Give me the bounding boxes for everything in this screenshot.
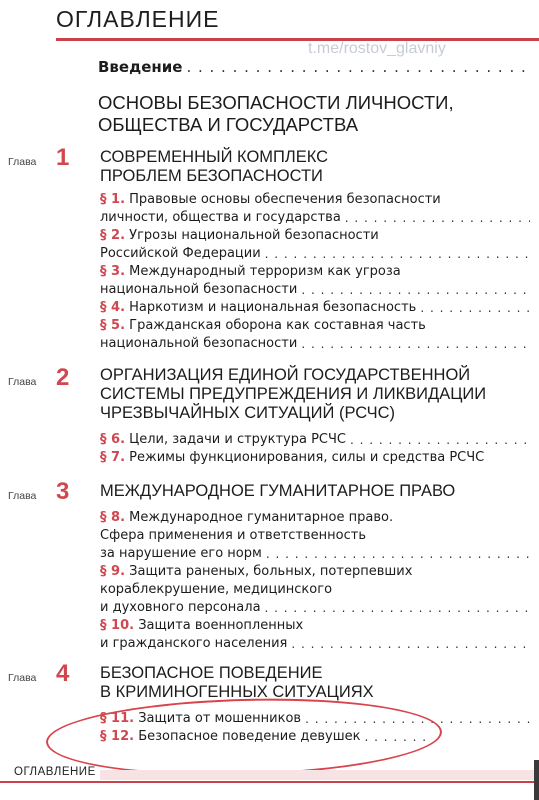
chapter-label: Глава: [8, 672, 37, 684]
leader-dots: [266, 545, 530, 563]
leader-dots: [420, 299, 530, 317]
highlight-ellipse: [45, 694, 443, 780]
chapter-title[interactable]: [100, 366, 530, 423]
section-title-line: Безопасное поведение девушек: [138, 729, 361, 744]
section-list: [100, 509, 530, 653]
toc-entry-section-9[interactable]: [100, 563, 530, 617]
section-number: § 2.: [100, 228, 126, 243]
toc-entry-section-4[interactable]: [100, 299, 530, 317]
leader-dots: [265, 599, 530, 617]
toc-entry-section-7[interactable]: [100, 449, 530, 467]
chapter-title-line: ПРОБЛЕМ БЕЗОПАСНОСТИ: [100, 167, 323, 185]
introduction-label: Введение: [98, 58, 183, 76]
toc-entry-section-1[interactable]: [100, 191, 530, 227]
chapter-title-line: СОВРЕМЕННЫЙ КОМПЛЕКС: [100, 148, 329, 166]
chapter-title-line: БЕЗОПАСНОЕ ПОВЕДЕНИЕ: [100, 664, 323, 682]
section-title-line: Защита военнопленных: [138, 618, 304, 633]
leader-dots: [350, 431, 530, 449]
section-title-line: национальной безопасности: [100, 282, 298, 297]
section-number: § 1.: [100, 192, 126, 207]
section-title-line: и гражданского населения: [100, 636, 288, 651]
section-title-line: и духовного персонала: [100, 600, 261, 615]
chapter-label: Глава: [8, 490, 37, 502]
section-title-line: Режимы функционирования, силы и средства РСЧС: [129, 450, 485, 465]
chapter-number: 1: [56, 144, 70, 171]
part-title-line: ОСНОВЫ БЕЗОПАСНОСТИ ЛИЧНОСТИ,: [98, 92, 454, 113]
section-list: [100, 191, 530, 353]
toc-entry-section-10[interactable]: [100, 617, 530, 653]
chapter-title-line: ЧРЕЗВЫЧАЙНЫХ СИТУАЦИЙ (РСЧС): [100, 404, 396, 422]
section-number: § 9.: [100, 564, 126, 579]
page-edge-bar: [534, 760, 539, 800]
leader-dots: [345, 209, 530, 227]
chapter-title-line: СИСТЕМЫ ПРЕДУПРЕЖДЕНИЯ И ЛИКВИДАЦИИ: [100, 385, 487, 403]
section-number: § 5.: [100, 318, 126, 333]
chapter-number: 3: [56, 478, 70, 505]
watermark: t.me/rostov_glavniy: [308, 40, 446, 57]
leader-dots: [291, 635, 530, 653]
part-title-line: ОБЩЕСТВА И ГОСУДАРСТВА: [98, 114, 359, 135]
title-divider: [56, 38, 539, 41]
section-title-line: Угрозы национальной безопасности: [129, 228, 379, 243]
section-title-line: Международный терроризм как угроза: [129, 264, 401, 279]
chapter-title[interactable]: [100, 148, 530, 186]
leader-dots: [301, 281, 530, 299]
section-number: § 6.: [100, 432, 126, 447]
section-title-line: национальной безопасности: [100, 336, 298, 351]
section-number: § 4.: [100, 300, 126, 315]
toc-entry-section-5[interactable]: [100, 317, 530, 353]
chapter-number: 2: [56, 364, 70, 391]
chapter-title[interactable]: [100, 482, 530, 501]
section-number: § 12.: [100, 729, 135, 744]
toc-entry-introduction[interactable]: [98, 58, 530, 76]
section-title-line: Международное гуманитарное право.: [129, 510, 394, 525]
section-title-line: Защита раненых, больных, потерпевших: [129, 564, 413, 579]
section-title-line: Защита от мошенников: [138, 711, 302, 726]
section-title-line: Гражданская оборона как составная часть: [129, 318, 426, 333]
footer-band: [100, 770, 536, 780]
section-number: § 3.: [100, 264, 126, 279]
section-title-line: Сфера применения и ответственность: [100, 528, 366, 543]
leader-dots: [301, 335, 530, 353]
page-title: ОГЛАВЛЕНИЕ: [56, 6, 220, 32]
part-title: [98, 92, 518, 136]
section-number: § 11.: [100, 711, 135, 726]
section-title-line: за нарушение его норм: [100, 546, 262, 561]
leader-dots: [265, 245, 530, 263]
toc-entry-section-6[interactable]: [100, 431, 530, 449]
chapter-number: 4: [56, 660, 70, 687]
leader-dots: [186, 58, 530, 76]
chapter-label: Глава: [8, 376, 37, 388]
section-title-line: Наркотизм и национальная безопасность: [129, 300, 417, 315]
toc-entry-section-3[interactable]: [100, 263, 530, 299]
chapter-title[interactable]: [100, 664, 530, 702]
section-title-line: Цели, задачи и структура РСЧС: [129, 432, 346, 447]
toc-entry-section-8[interactable]: [100, 509, 530, 563]
chapter-label: Глава: [8, 156, 37, 168]
section-title-line: Российской Федерации: [100, 246, 261, 261]
section-title-line: личности, общества и государства: [100, 210, 341, 225]
section-number: § 7.: [100, 450, 126, 465]
section-title-line: Правовые основы обеспечения безопасности: [129, 192, 441, 207]
footer-label: ОГЛАВЛЕНИЕ: [14, 766, 96, 778]
chapter-title-line: ОРГАНИЗАЦИЯ ЕДИНОЙ ГОСУДАРСТВЕННОЙ: [100, 366, 471, 384]
section-title-line: кораблекрушение, медицинского: [100, 582, 333, 597]
footer-divider: [0, 781, 539, 783]
chapter-title-line: МЕЖДУНАРОДНОЕ ГУМАНИТАРНОЕ ПРАВО: [100, 482, 456, 500]
section-list: [100, 431, 530, 467]
section-number: § 10.: [100, 618, 135, 633]
chapter-title-line: В КРИМИНОГЕННЫХ СИТУАЦИЯХ: [100, 683, 374, 701]
toc-entry-section-2[interactable]: [100, 227, 530, 263]
section-number: § 8.: [100, 510, 126, 525]
